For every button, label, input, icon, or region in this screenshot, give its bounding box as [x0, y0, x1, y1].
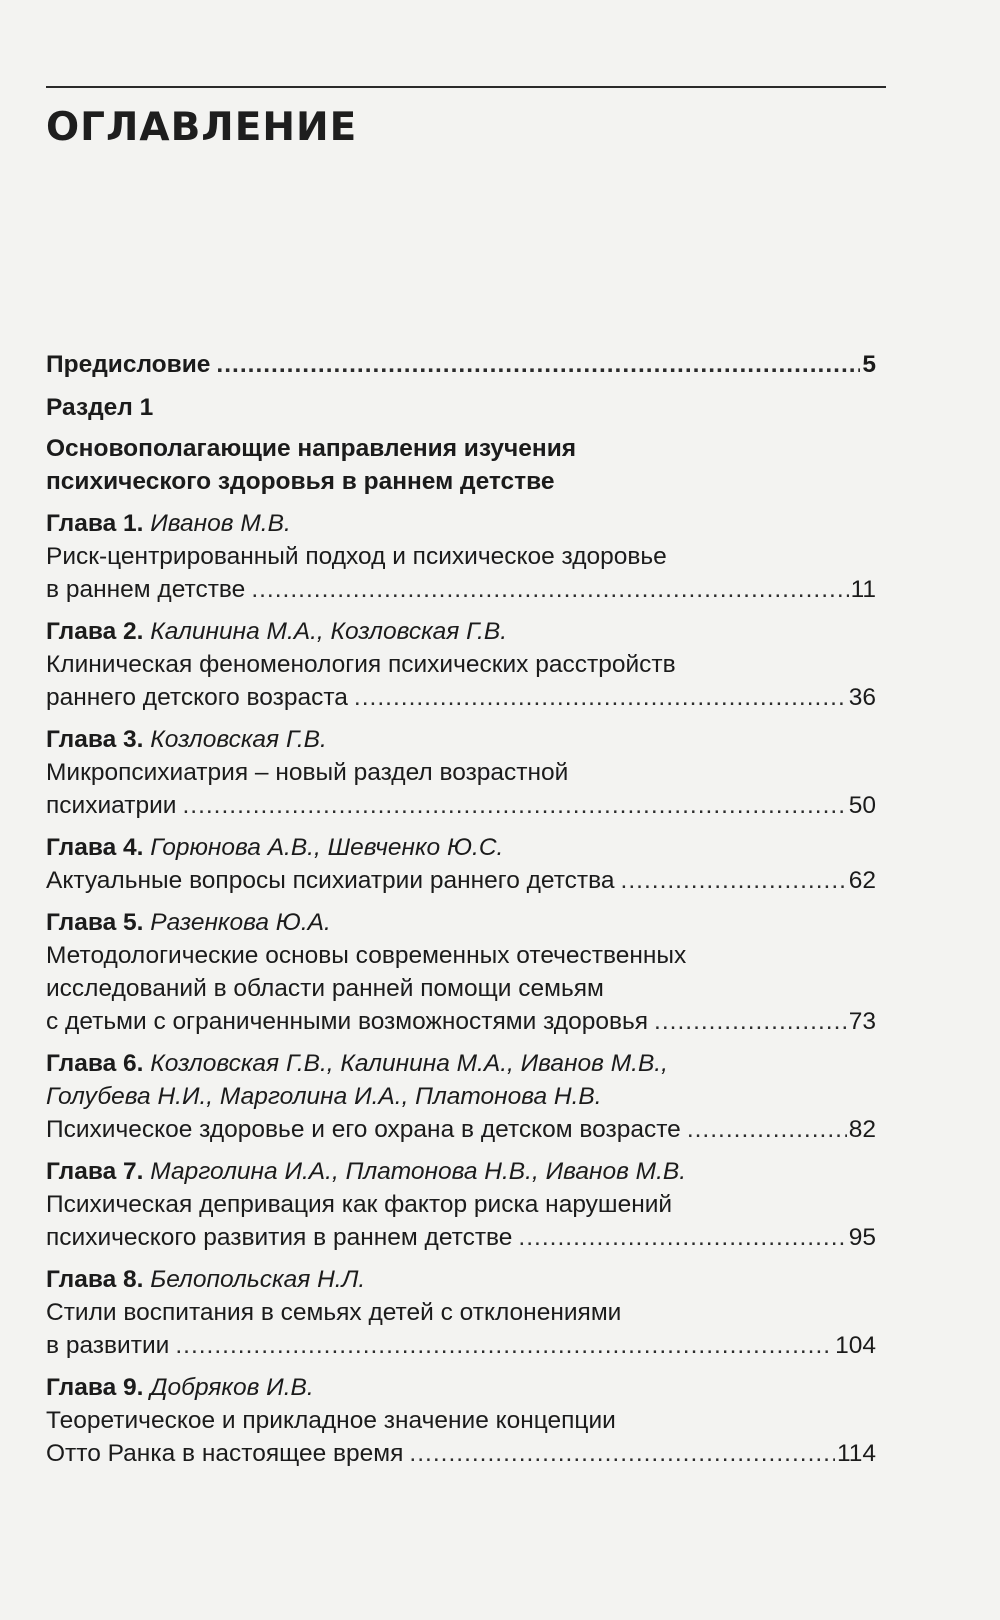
chapter-heading-line: [46, 1155, 876, 1188]
chapter-title-last-line: [46, 1329, 876, 1362]
chapter-title-line: раннего детского возраста: [46, 684, 348, 711]
table-of-contents: [46, 348, 876, 1470]
chapter-authors: Белопольская Н.Л.: [150, 1266, 366, 1293]
chapter-authors: Иванов М.В.: [150, 510, 291, 537]
chapter-title-line: Стили воспитания в семьях детей с отклонениями: [46, 1299, 622, 1326]
chapter-label: Глава 1.: [46, 510, 144, 537]
page-number: 50: [848, 792, 876, 819]
chapter-label: Глава 6.: [46, 1050, 144, 1077]
page-number: 36: [848, 684, 876, 711]
chapter-heading-line: [46, 906, 876, 939]
page-number: 104: [835, 1332, 876, 1359]
chapter-title-last-line: [46, 1005, 876, 1038]
chapter-title-line: Актуальные вопросы психиатрии раннего детства: [46, 867, 615, 894]
chapter-authors: Разенкова Ю.А.: [150, 909, 331, 936]
chapter-title-line: Психическая депривация как фактор риска нарушений: [46, 1191, 673, 1218]
chapter-label: Глава 4.: [46, 834, 144, 861]
chapter-authors: Добряков И.В.: [150, 1374, 314, 1401]
toc-entry-chapter-5[interactable]: [46, 906, 876, 1038]
dot-leader: [654, 1005, 847, 1038]
chapter-label: Глава 7.: [46, 1158, 144, 1185]
toc-entry-chapter-4[interactable]: [46, 831, 876, 897]
chapter-heading-line: [46, 831, 876, 864]
toc-entry-chapter-3[interactable]: [46, 723, 876, 822]
chapter-heading-line: [46, 1263, 876, 1296]
chapter-heading-line: [46, 1047, 876, 1080]
page-number: 11: [850, 576, 876, 603]
chapter-heading-line: [46, 507, 876, 540]
chapter-title-line: Отто Ранка в настоящее время: [46, 1440, 404, 1467]
page-number: 73: [848, 1008, 876, 1035]
chapter-authors: Козловская Г.В.: [150, 726, 327, 753]
chapter-label: Глава 9.: [46, 1374, 144, 1401]
dot-leader: [687, 1113, 847, 1146]
page-number: 95: [848, 1224, 876, 1251]
toc-entry-chapter-1[interactable]: [46, 507, 876, 606]
chapter-label: Глава 8.: [46, 1266, 144, 1293]
chapter-label: Глава 3.: [46, 726, 144, 753]
chapter-title-line: в раннем детстве: [46, 576, 246, 603]
page-number: 5: [862, 351, 876, 378]
toc-entry-chapter-7[interactable]: [46, 1155, 876, 1254]
chapter-title-last-line: [46, 1437, 876, 1470]
chapter-title-line: Клиническая феноменология психических расстройств: [46, 651, 676, 678]
toc-entry-chapter-8[interactable]: [46, 1263, 876, 1362]
section-title-line: Основополагающие направления изучения: [46, 435, 577, 462]
chapter-label: Глава 2.: [46, 618, 144, 645]
dot-leader: [621, 864, 847, 897]
toc-entry-chapter-6[interactable]: [46, 1047, 876, 1146]
chapter-label: Глава 5.: [46, 909, 144, 936]
entry-title: Предисловие: [46, 351, 211, 378]
dot-leader: [175, 1329, 833, 1362]
chapter-title-last-line: [46, 864, 876, 897]
chapter-title-last-line: [46, 789, 876, 822]
dot-leader: [216, 348, 860, 381]
chapter-authors: Калинина М.А., Козловская Г.В.: [150, 618, 508, 645]
section-title-line: психического здоровья в раннем детстве: [46, 468, 555, 495]
chapter-title-line: Методологические основы современных отечественных: [46, 942, 687, 969]
toc-entry-preface[interactable]: [46, 348, 876, 381]
chapter-heading-line: [46, 1080, 876, 1113]
chapter-title-last-line: [46, 573, 876, 606]
chapter-title-line: психиатрии: [46, 792, 177, 819]
chapter-heading-line: [46, 723, 876, 756]
chapter-heading-line: [46, 1371, 876, 1404]
top-rule: [46, 86, 886, 88]
chapter-authors: Марголина И.А., Платонова Н.В., Иванов М.В.: [150, 1158, 687, 1185]
dot-leader: [182, 789, 846, 822]
chapter-authors: Козловская Г.В., Калинина М.А., Иванов М.В.,: [150, 1050, 668, 1077]
chapter-title-line: с детьми с ограниченными возможностями здоровья: [46, 1008, 649, 1035]
chapter-title-line: в развитии: [46, 1332, 170, 1359]
page-number: 82: [848, 1116, 876, 1143]
chapter-title-line: Психическое здоровье и его охрана в детском возрасте: [46, 1116, 681, 1143]
chapter-title-last-line: [46, 1113, 876, 1146]
book-page: [46, 0, 886, 1620]
toc-entry-chapter-2[interactable]: [46, 615, 876, 714]
chapter-title-last-line: [46, 681, 876, 714]
chapter-authors: Горюнова А.В., Шевченко Ю.С.: [150, 834, 504, 861]
dot-leader: [518, 1221, 846, 1254]
dot-leader: [251, 573, 848, 606]
chapter-heading-line: [46, 615, 876, 648]
dot-leader: [354, 681, 847, 714]
page-number: 62: [848, 867, 876, 894]
chapter-title-line: Микропсихиатрия – новый раздел возрастной: [46, 759, 569, 786]
chapter-title-line: психического развития в раннем детстве: [46, 1224, 513, 1251]
chapter-title-line: Теоретическое и прикладное значение концепции: [46, 1407, 616, 1434]
page-title: ОГЛАВЛЕНИЕ: [46, 105, 358, 150]
chapter-list: [46, 507, 876, 1470]
dot-leader: [409, 1437, 835, 1470]
section-title: [46, 432, 876, 498]
chapter-title-line: Риск-центрированный подход и психическое здоровье: [46, 543, 667, 570]
section-label: Раздел 1: [46, 394, 154, 421]
chapter-authors: Голубева Н.И., Марголина И.А., Платонова Н.В.: [46, 1083, 602, 1110]
page-number: 114: [836, 1440, 876, 1467]
chapter-title-line: исследований в области ранней помощи семьям: [46, 975, 604, 1002]
toc-entry-chapter-9[interactable]: [46, 1371, 876, 1470]
chapter-title-last-line: [46, 1221, 876, 1254]
